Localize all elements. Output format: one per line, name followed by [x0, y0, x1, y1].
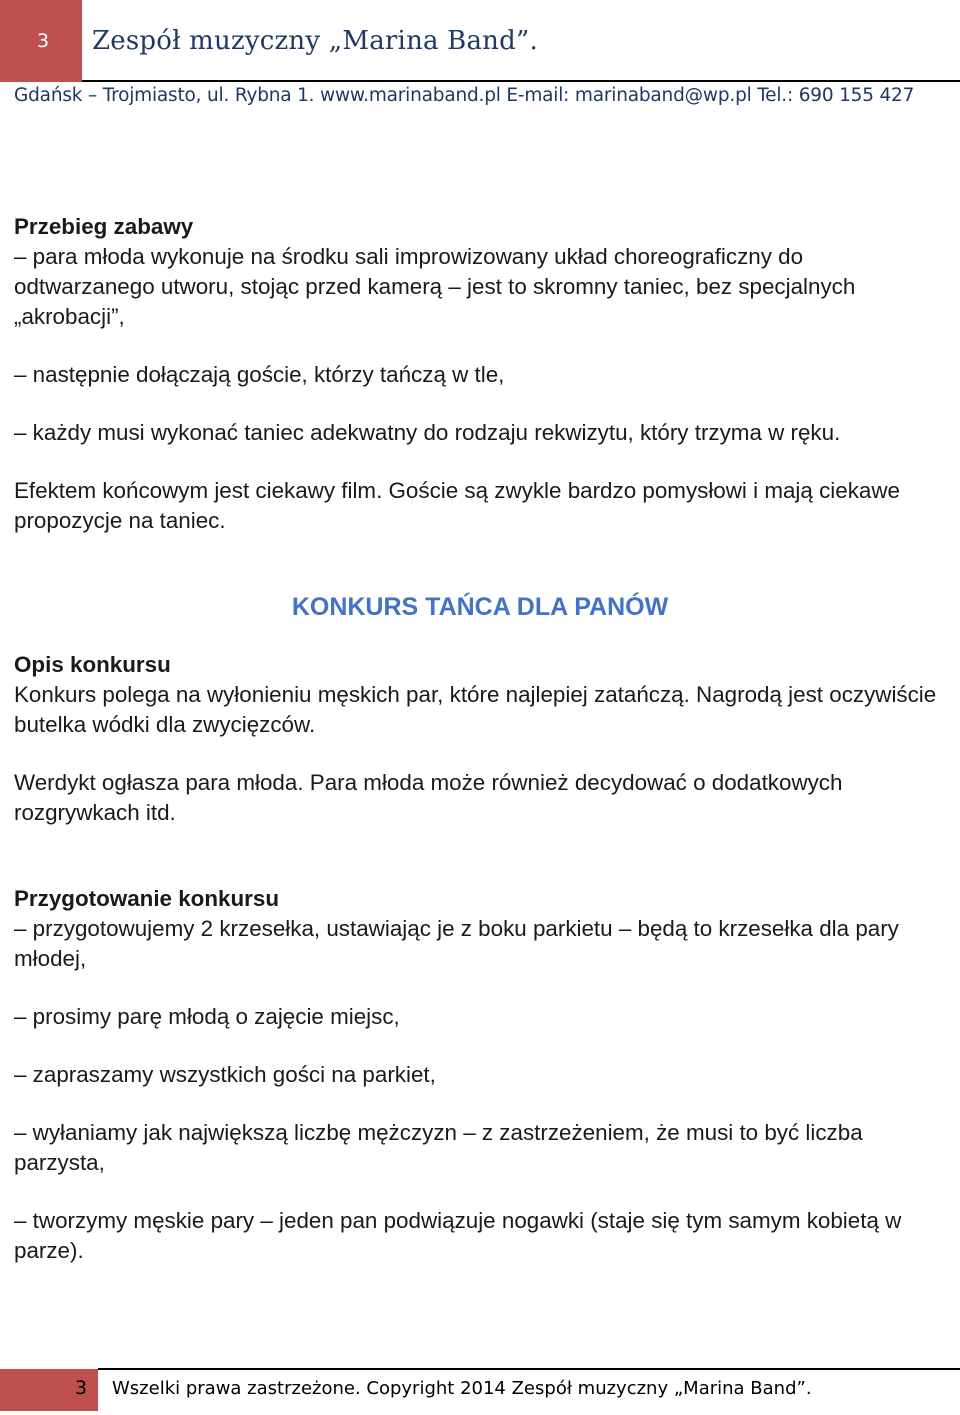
paragraph: Konkurs polega na wyłonieniu męskich par, które najlepiej zatańczą. Nagrodą jest oczywiście butelka wódki dla zwycięzców. — [14, 682, 937, 737]
section-heading-opis: Opis konkursu — [14, 652, 171, 677]
paragraph: – wyłaniamy jak największą liczbę mężczyzn – z zastrzeżeniem, że musi to być liczba parzysta, — [14, 1120, 863, 1175]
paragraph: – każdy musi wykonać taniec adekwatny do rodzaju rekwizytu, który trzyma w ręku. — [14, 420, 841, 445]
footer-page-number-box — [0, 1369, 98, 1411]
header-title: Zespół muzyczny „Marina Band”. — [92, 26, 538, 56]
header-page-number: 3 — [37, 30, 50, 52]
header-divider — [82, 80, 960, 82]
section-heading-przebieg: Przebieg zabawy — [14, 214, 194, 239]
section-heading-przygotowanie: Przygotowanie konkursu — [14, 886, 280, 911]
paragraph: Werdykt ogłasza para młoda. Para młoda może również decydować o dodatkowych rozgrywkach itd. — [14, 770, 843, 825]
footer-divider — [98, 1368, 960, 1370]
document-body — [14, 212, 944, 1266]
header-page-number-box — [0, 0, 82, 82]
contest-title: KONKURS TAŃCA DLA PANÓW — [291, 593, 669, 621]
paragraph: – zapraszamy wszystkich gości na parkiet, — [14, 1062, 436, 1087]
paragraph: – prosimy parę młodą o zajęcie miejsc, — [14, 1004, 400, 1029]
paragraph: – para młoda wykonuje na środku sali improwizowany układ choreograficzny do odtwarzanego utworu, stojąc przed kamerą – jest to skromny taniec, bez specjalnych „akrobacji”, — [14, 244, 856, 329]
footer-copyright: Wszelki prawa zastrzeżone. Copyright 2014 Zespół muzyczny „Marina Band”. — [112, 1378, 812, 1399]
paragraph: – przygotowujemy 2 krzesełka, ustawiając je z boku parkietu – będą to krzesełka dla pary młodej, — [14, 916, 899, 971]
paragraph: – tworzymy męskie pary – jeden pan podwiązuje nogawki (staje się tym samym kobietą w parze). — [14, 1208, 902, 1263]
header-contact: Gdańsk – Trojmiasto, ul. Rybna 1. www.marinaband.pl E-mail: marinaband@wp.pl Tel.: 690 155 427 — [14, 85, 915, 106]
paragraph: Efektem końcowym jest ciekawy film. Goście są zwykle bardzo pomysłowi i mają ciekawe propozycje na taniec. — [14, 478, 900, 533]
footer-page-number: 3 — [75, 1377, 88, 1399]
paragraph: – następnie dołączają goście, którzy tańczą w tle, — [14, 362, 505, 387]
